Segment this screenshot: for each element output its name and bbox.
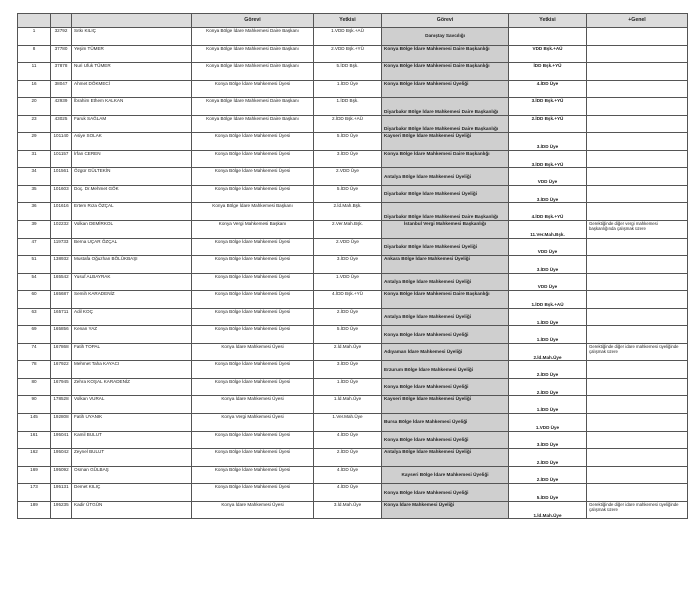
current-authority: 4.İDD Bşk.+YÜ [314, 291, 382, 309]
current-authority: 2.İDD Üye [314, 308, 382, 326]
table-row [18, 168, 688, 186]
sicil-number: 195041 [51, 431, 72, 449]
row-number: 60 [18, 291, 51, 309]
general-note [587, 203, 688, 221]
row-number: 173 [18, 484, 51, 502]
current-position: Konya Vergi Mahkemesi Başkanı [192, 221, 314, 239]
sicil-number: 165687 [51, 291, 72, 309]
new-position: İstanbul Vergi Mahkemesi Başkanlığı [382, 221, 509, 239]
table-header [18, 14, 688, 28]
new-position: Adıyaman İdare Mahkemesi Üyeliği [382, 343, 509, 361]
general-note [587, 484, 688, 502]
general-note: Gerektiğinde diğer vergi mahkemesi başkanlığında çalışmak üzere [587, 221, 688, 239]
general-note [587, 63, 688, 81]
general-note [587, 449, 688, 467]
person-name: Nuri Ufuk TÜMER [72, 63, 192, 81]
row-number: 69 [18, 326, 51, 344]
row-number: 29 [18, 133, 51, 151]
row-number: 169 [18, 466, 51, 484]
table-row [18, 326, 688, 344]
current-position: Konya İdare Mahkemesi Üyesi [192, 501, 314, 519]
general-note [587, 238, 688, 256]
new-authority: 1.İDD Üye [509, 396, 587, 414]
current-authority: 3.İDD Üye [314, 256, 382, 274]
current-authority: 5.İDD Bşk. [314, 63, 382, 81]
table-row [18, 343, 688, 361]
table-row [18, 221, 688, 239]
table-row [18, 449, 688, 467]
row-number: 74 [18, 343, 51, 361]
current-position: Konya Bölge İdare Mahkemesi Üyesi [192, 466, 314, 484]
table-row [18, 273, 688, 291]
current-position: Konya Bölge İdare Mahkemesi Daire Başkanı [192, 28, 314, 46]
new-authority: 2.İDD Bşk.+YÜ [509, 115, 587, 133]
new-authority: 3.İDD Bşk.+YÜ [509, 98, 587, 116]
new-position: Diyarbakır Bölge İdare Mahkemesi Üyeliği [382, 238, 509, 256]
general-note [587, 28, 688, 46]
current-position: Konya Vergi Mahkemesi Üyesi [192, 414, 314, 432]
row-number: 54 [18, 273, 51, 291]
row-number: 36 [18, 203, 51, 221]
new-authority: VDD Bşk.+AÜ [509, 45, 587, 63]
current-position: Konya Bölge İdare Mahkemesi Üyesi [192, 256, 314, 274]
new-authority: 5.İDD Üye [509, 484, 587, 502]
table-row [18, 203, 688, 221]
general-note [587, 150, 688, 168]
person-name: Ertem Rıza ÖZÇAL [72, 203, 192, 221]
sicil-number: 101561 [51, 168, 72, 186]
new-authority: VDD Üye [509, 238, 587, 256]
new-position: Antalya Bölge İdare Mahkemesi Üyeliği [382, 308, 509, 326]
table-row [18, 414, 688, 432]
new-position: Antalya Bölge İdare Mahkemesi Üyeliği [382, 449, 509, 467]
general-note [587, 168, 688, 186]
general-note [587, 256, 688, 274]
current-position: Konya Bölge İdare Mahkemesi Daire Başkanı [192, 45, 314, 63]
current-authority: 4.İDD Üye [314, 484, 382, 502]
new-position: Konya Bölge İdare Mahkemesi Üyeliği [382, 80, 509, 98]
current-authority: 5.İDD Üye [314, 326, 382, 344]
general-note [587, 378, 688, 396]
person-name: Kadir ÜTGÜN [72, 501, 192, 519]
sicil-number: 101157 [51, 150, 72, 168]
table-row [18, 115, 688, 133]
sicil-number: 42939 [51, 98, 72, 116]
current-authority: 2.VDD Üye [314, 168, 382, 186]
current-authority: 5.İDD Üye [314, 133, 382, 151]
current-authority: 3.İDD Üye [314, 150, 382, 168]
new-authority: İDD Bşk.+YÜ [509, 63, 587, 81]
new-authority: 1.İd.Mah.Üye [509, 501, 587, 519]
new-position: Kayseri Bölge İdare Mahkemesi Üyeliği [382, 133, 509, 151]
sicil-number: 167945 [51, 378, 72, 396]
new-authority: 1.İDD Üye [509, 308, 587, 326]
person-name: Mustafa Oğuzhan BÖLÜKBAŞI [72, 256, 192, 274]
new-position: Diyarbakır Bölge İdare Mahkemesi Daire Başkanlığı [382, 115, 509, 133]
new-position: Konya Bölge İdare Mahkemesi Üyeliği [382, 431, 509, 449]
current-authority: 3.İd.Mah.Üye [314, 501, 382, 519]
row-number: 20 [18, 98, 51, 116]
person-name: Faruk SAĞLAM [72, 115, 192, 133]
header-gorevi-new: Görevi [382, 14, 509, 28]
new-authority [509, 28, 587, 46]
table-row [18, 28, 688, 46]
person-name: Kenan YAZ [72, 326, 192, 344]
header-cell [72, 14, 192, 28]
sicil-number: 195042 [51, 449, 72, 467]
new-position: Danıştay Savcılığı [382, 28, 509, 46]
current-position: Konya Bölge İdare Mahkemesi Üyesi [192, 291, 314, 309]
table-row [18, 45, 688, 63]
current-position: Konya Bölge İdare Mahkemesi Üyesi [192, 168, 314, 186]
sicil-number: 165711 [51, 308, 72, 326]
person-name: Doç. Dr.Mehmet GÖK [72, 185, 192, 203]
table-row [18, 361, 688, 379]
general-note [587, 396, 688, 414]
new-authority: 3.İDD Üye [509, 256, 587, 274]
person-name: Volkan DEMİRKOL [72, 221, 192, 239]
general-note [587, 80, 688, 98]
new-position: Konya Bölge İdare Mahkemesi Üyeliği [382, 326, 509, 344]
sicil-number: 138932 [51, 256, 72, 274]
current-authority: 1.VDD Üye [314, 273, 382, 291]
sicil-number: 167922 [51, 361, 72, 379]
person-name: Yeşim TÜMER [72, 45, 192, 63]
new-position: Konya Bölge İdare Mahkemesi Daire Başkanlığı [382, 291, 509, 309]
table-row [18, 378, 688, 396]
person-name: Berna UÇAR ÖZÇAL [72, 238, 192, 256]
general-note [587, 185, 688, 203]
general-note [587, 326, 688, 344]
new-position: Ankara Bölge İdare Mahkemesi Üyeliği [382, 256, 509, 274]
person-name: Sıtkı KILIÇ [72, 28, 192, 46]
current-position: Konya Bölge İdare Mahkemesi Üyesi [192, 185, 314, 203]
current-authority: 2.VDD Üye [314, 238, 382, 256]
current-authority: 1.İDD Bşk. [314, 98, 382, 116]
person-name: Ahmet DÖKMECİ [72, 80, 192, 98]
current-authority: 1.VDD Bşk.+AÜ [314, 28, 382, 46]
current-position: Konya Bölge İdare Mahkemesi Başkanı [192, 203, 314, 221]
new-position: Kayseri Bölge İdare Mahkemesi Üyeliği [382, 466, 509, 484]
sicil-number: 43025 [51, 115, 72, 133]
current-position: Konya Bölge İdare Mahkemesi Üyesi [192, 308, 314, 326]
new-authority: 1.İDD Üye [509, 326, 587, 344]
new-authority: 2.İDD Üye [509, 466, 587, 484]
new-authority: 4.İDD Üye [509, 80, 587, 98]
current-position: Konya İdare Mahkemesi Üyesi [192, 343, 314, 361]
new-position: Erzurum Bölge İdare Mahkemesi Üyeliği [382, 361, 509, 379]
current-authority: 4.İDD Üye [314, 431, 382, 449]
sicil-number: 195092 [51, 466, 72, 484]
current-position: Konya Bölge İdare Mahkemesi Üyesi [192, 273, 314, 291]
new-authority: 2.İDD Üye [509, 361, 587, 379]
general-note [587, 466, 688, 484]
new-authority: 11.Ver.Mah.Bşk. [509, 221, 587, 239]
person-name: Mehmet Taha KAYACI [72, 361, 192, 379]
row-number: 145 [18, 414, 51, 432]
document-sheet [17, 13, 687, 519]
table-row [18, 256, 688, 274]
new-authority: 3.İDD Üye [509, 431, 587, 449]
general-note [587, 45, 688, 63]
table-row [18, 291, 688, 309]
row-number: 35 [18, 185, 51, 203]
person-name: Fatih UYANIK [72, 414, 192, 432]
general-note: Gerektiğinde diğer idare mahkemesi üyeliğinde çalışmak üzere [587, 343, 688, 361]
new-position: Antalya Bölge İdare Mahkemesi Üyeliği [382, 168, 509, 186]
table-row [18, 63, 688, 81]
new-position: Bursa Bölge İdare Mahkemesi Üyeliği [382, 414, 509, 432]
person-name: İrfan CEREN [72, 150, 192, 168]
new-authority: 3.İDD Bşk.+YÜ [509, 150, 587, 168]
table-row [18, 98, 688, 116]
current-authority: 1.İDD Üye [314, 378, 382, 396]
current-position: Konya Bölge İdare Mahkemesi Daire Başkanı [192, 98, 314, 116]
person-name: Özgür GÜLTEKİN [72, 168, 192, 186]
current-authority: 4.İDD Üye [314, 466, 382, 484]
current-position: Konya Bölge İdare Mahkemesi Daire Başkanı [192, 63, 314, 81]
current-position: Konya Bölge İdare Mahkemesi Üyesi [192, 378, 314, 396]
current-authority: 2.Ver.Mah.Bşk. [314, 221, 382, 239]
person-name: İbrahim Ethem KALKAN [72, 98, 192, 116]
new-position: Konya İdare Mahkemesi Üyeliği [382, 501, 509, 519]
sicil-number: 37878 [51, 63, 72, 81]
current-authority: 3.İDD Üye [314, 361, 382, 379]
header-cell [51, 14, 72, 28]
sicil-number: 165542 [51, 273, 72, 291]
new-position: Konya Bölge İdare Mahkemesi Daire Başkanlığı [382, 150, 509, 168]
general-note [587, 115, 688, 133]
table-row [18, 133, 688, 151]
row-number: 16 [18, 80, 51, 98]
table-row [18, 80, 688, 98]
new-authority: 1.VDD Üye [509, 414, 587, 432]
general-note: Gerektiğinde diğer idare mahkemesi üyeliğinde çalışmak üzere [587, 501, 688, 519]
general-note [587, 98, 688, 116]
row-number: 51 [18, 256, 51, 274]
new-authority: 3.İDD Üye [509, 185, 587, 203]
general-note [587, 414, 688, 432]
sicil-number: 178528 [51, 396, 72, 414]
new-authority: VDD Üye [509, 168, 587, 186]
table-row [18, 431, 688, 449]
current-authority: 2.İd.Mah.Bşk. [314, 203, 382, 221]
table-row [18, 484, 688, 502]
current-authority: 5.İDD Üye [314, 185, 382, 203]
new-position: Diyarbakır Bölge İdare Mahkemesi Daire Başkanlığı [382, 203, 509, 221]
new-position: Konya Bölge İdare Mahkemesi Üyeliği [382, 484, 509, 502]
header-gorevi-current: Görevi [192, 14, 314, 28]
person-name: Kamil BULUT [72, 431, 192, 449]
row-number: 63 [18, 308, 51, 326]
table-row [18, 466, 688, 484]
new-authority: 2.İd.Mah.Üye [509, 343, 587, 361]
current-authority: 2.İDD Üye [314, 449, 382, 467]
table-row [18, 238, 688, 256]
person-name: Fatih TOPAL [72, 343, 192, 361]
current-position: Konya Bölge İdare Mahkemesi Daire Başkanı [192, 115, 314, 133]
sicil-number: 192808 [51, 414, 72, 432]
sicil-number: 38047 [51, 80, 72, 98]
table-row [18, 185, 688, 203]
sicil-number: 101603 [51, 185, 72, 203]
current-position: Konya Bölge İdare Mahkemesi Üyesi [192, 431, 314, 449]
row-number: 161 [18, 431, 51, 449]
new-position: Konya Bölge İdare Mahkemesi Üyeliği [382, 378, 509, 396]
row-number: 31 [18, 150, 51, 168]
general-note [587, 431, 688, 449]
row-number: 162 [18, 449, 51, 467]
current-position: Konya Bölge İdare Mahkemesi Üyesi [192, 150, 314, 168]
person-name: Volkan VURAL [72, 396, 192, 414]
person-name: Yusuf ALBAYRAK [72, 273, 192, 291]
current-authority: 2.VDD Bşk.+YÜ [314, 45, 382, 63]
sicil-number: 101616 [51, 203, 72, 221]
new-position: Diyarbakır Bölge İdare Mahkemesi Daire Başkanlığı [382, 98, 509, 116]
sicil-number: 102232 [51, 221, 72, 239]
current-position: Konya Bölge İdare Mahkemesi Üyesi [192, 80, 314, 98]
current-position: Konya Bölge İdare Mahkemesi Üyesi [192, 361, 314, 379]
row-number: 8 [18, 45, 51, 63]
row-number: 78 [18, 361, 51, 379]
person-name: Asiye SOLAK [72, 133, 192, 151]
current-authority: 1.İDD Üye [314, 80, 382, 98]
table-row [18, 501, 688, 519]
general-note [587, 308, 688, 326]
sicil-number: 195131 [51, 484, 72, 502]
new-position: Konya Bölge İdare Mahkemesi Daire Başkanlığı [382, 45, 509, 63]
person-name: Zehra KOŞAL KARADENİZ [72, 378, 192, 396]
table-row [18, 308, 688, 326]
new-authority: 2.İDD Üye [509, 449, 587, 467]
new-position: Antalya Bölge İdare Mahkemesi Üyeliği [382, 273, 509, 291]
current-authority: 1.İd.Mah.Üye [314, 396, 382, 414]
new-authority: 1.İDD Bşk.+AÜ [509, 291, 587, 309]
table-row [18, 150, 688, 168]
row-number: 34 [18, 168, 51, 186]
current-position: Konya Bölge İdare Mahkemesi Üyesi [192, 484, 314, 502]
row-number: 1 [18, 28, 51, 46]
current-position: Konya Bölge İdare Mahkemesi Üyesi [192, 326, 314, 344]
new-position: Konya Bölge İdare Mahkemesi Daire Başkanlığı [382, 63, 509, 81]
current-authority: 1.Ver.Mah.Üye [314, 414, 382, 432]
sicil-number: 37780 [51, 45, 72, 63]
current-position: Konya Bölge İdare Mahkemesi Üyesi [192, 449, 314, 467]
general-note [587, 291, 688, 309]
row-number: 80 [18, 378, 51, 396]
general-note [587, 273, 688, 291]
general-note [587, 361, 688, 379]
new-authority: 3.İDD Üye [509, 133, 587, 151]
row-number: 189 [18, 501, 51, 519]
new-position: Diyarbakır Bölge İdare Mahkemesi Üyeliği [382, 185, 509, 203]
new-authority: VDD Üye [509, 273, 587, 291]
row-number: 11 [18, 63, 51, 81]
header-yetkisi-current: Yetkisi [314, 14, 382, 28]
sicil-number: 195235 [51, 501, 72, 519]
row-number: 39 [18, 221, 51, 239]
header-yetkisi-new: Yetkisi [509, 14, 587, 28]
sicil-number: 32792 [51, 28, 72, 46]
new-position: Kayseri Bölge İdare Mahkemesi Üyeliği [382, 396, 509, 414]
new-authority: 2.İDD Üye [509, 378, 587, 396]
person-name: Demet KILIÇ [72, 484, 192, 502]
new-authority: 4.İDD Bşk.+YÜ [509, 203, 587, 221]
current-authority: 2.İDD Bşk.+AÜ [314, 115, 382, 133]
current-position: Konya Bölge İdare Mahkemesi Üyesi [192, 133, 314, 151]
table-row [18, 396, 688, 414]
header-genel: +Genel [587, 14, 688, 28]
sicil-number: 167868 [51, 343, 72, 361]
sicil-number: 165856 [51, 326, 72, 344]
general-note [587, 133, 688, 151]
table-body [18, 28, 688, 519]
person-name: Zeynel BULUT [72, 449, 192, 467]
current-authority: 2.İd.Mah.Üye [314, 343, 382, 361]
row-number: 47 [18, 238, 51, 256]
row-number: 90 [18, 396, 51, 414]
sicil-number: 119733 [51, 238, 72, 256]
person-name: Osman GÜLBAŞ [72, 466, 192, 484]
person-name: Adil KOÇ [72, 308, 192, 326]
row-number: 23 [18, 115, 51, 133]
person-name: Semih KARADENİZ [72, 291, 192, 309]
header-cell [18, 14, 51, 28]
current-position: Konya Bölge İdare Mahkemesi Üyesi [192, 238, 314, 256]
kararname-table [17, 13, 688, 519]
sicil-number: 101140 [51, 133, 72, 151]
current-position: Konya İdare Mahkemesi Üyesi [192, 396, 314, 414]
